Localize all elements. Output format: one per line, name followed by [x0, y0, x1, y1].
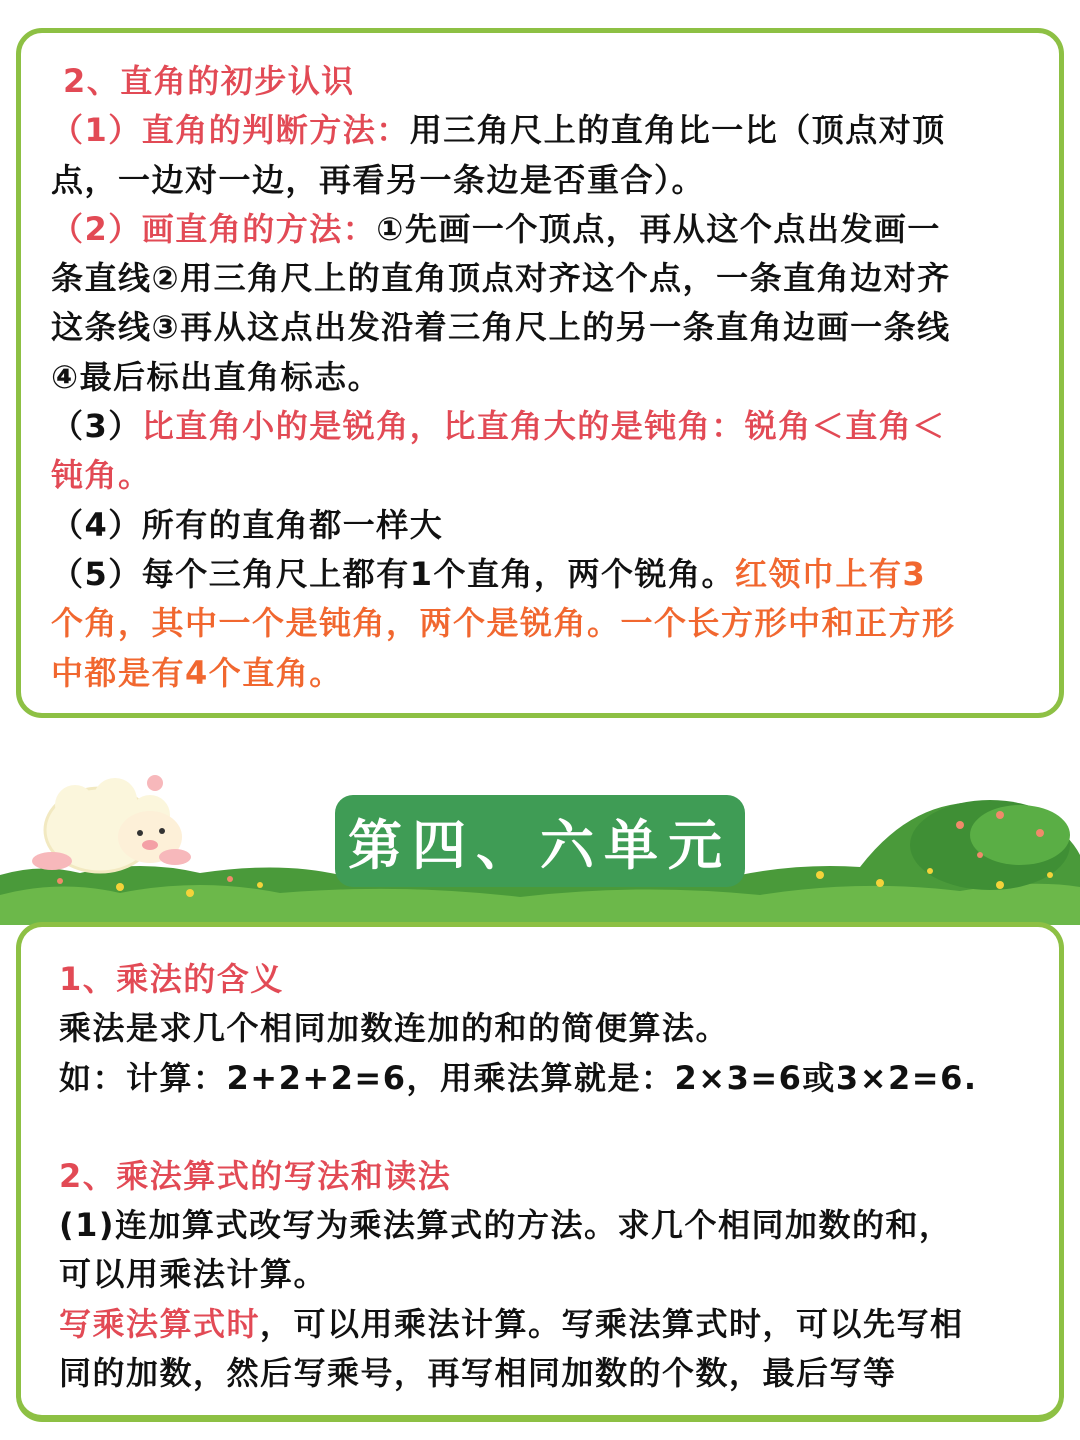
paragraph-1-line-2: 点，一边对一边，再看另一条边是否重合）。	[51, 160, 706, 199]
section-heading-1: 1、乘法的含义	[59, 960, 284, 998]
paragraph-label: （2）画直角的方法：	[51, 209, 377, 248]
paragraph-5-line-3: 中都是有4个直角。	[51, 653, 343, 692]
paragraph-2-line-2: 同的加数，然后写乘号，再写相同加数的个数，最后写等	[59, 1354, 897, 1393]
knowledge-card-multiplication	[16, 922, 1064, 1422]
paragraph-3-line-2: 钝角。	[51, 456, 152, 495]
definition-line: 乘法是求几个相同加数连加的和的简便算法。	[59, 1009, 730, 1048]
paragraph-4: （4）所有的直角都一样大	[51, 505, 444, 544]
spacer	[59, 1103, 1049, 1152]
bush-right-light	[970, 805, 1070, 865]
card-text	[51, 57, 1041, 698]
paragraph-2-line-1: （2）画直角的方法：①先画一个顶点，再从这个点出发画一	[51, 209, 941, 248]
knowledge-card-right-angle	[16, 28, 1064, 718]
paragraph-label: （1）直角的判断方法：	[51, 111, 410, 150]
card-text	[59, 955, 1049, 1398]
paragraph-1-line-1: (1)连加算式改写为乘法算式的方法。求几个相同加数的和，	[59, 1206, 953, 1245]
sheep-illustration	[32, 775, 191, 872]
paragraph-2-line-3: 这条线③再从这点出发沿着三角尺上的另一条直角边画一条线	[51, 308, 951, 347]
unit-title-tag: 第四、六单元	[335, 795, 745, 887]
paragraph-2-line-1: 写乘法算式时，可以用乘法计算。写乘法算式时，可以先写相	[59, 1304, 964, 1343]
paragraph-2-line-2: 条直线②用三角尺上的直角顶点对齐这个点，一条直角边对齐	[51, 259, 951, 298]
paragraph-1-line-2: 可以用乘法计算。	[59, 1255, 328, 1294]
section-heading: 2、直角的初步认识	[63, 62, 355, 100]
paragraph-3-line-1: （3）比直角小的是锐角，比直角大的是钝角：锐角＜直角＜	[51, 407, 946, 446]
paragraph-5-line-2: 个角，其中一个是钝角，两个是锐角。一个长方形中和正方形	[51, 604, 956, 643]
paragraph-2-line-4: ④最后标出直角标志。	[51, 357, 382, 396]
example-line: 如：计算：2+2+2=6，用乘法算就是：2×3=6或3×2=6.	[59, 1058, 978, 1097]
paragraph-5-line-1: （5）每个三角尺上都有1个直角，两个锐角。红领巾上有3	[51, 554, 927, 593]
paragraph-1-line-1: （1）直角的判断方法：用三角尺上的直角比一比（顶点对顶	[51, 111, 946, 150]
section-heading-2: 2、乘法算式的写法和读法	[59, 1156, 452, 1195]
